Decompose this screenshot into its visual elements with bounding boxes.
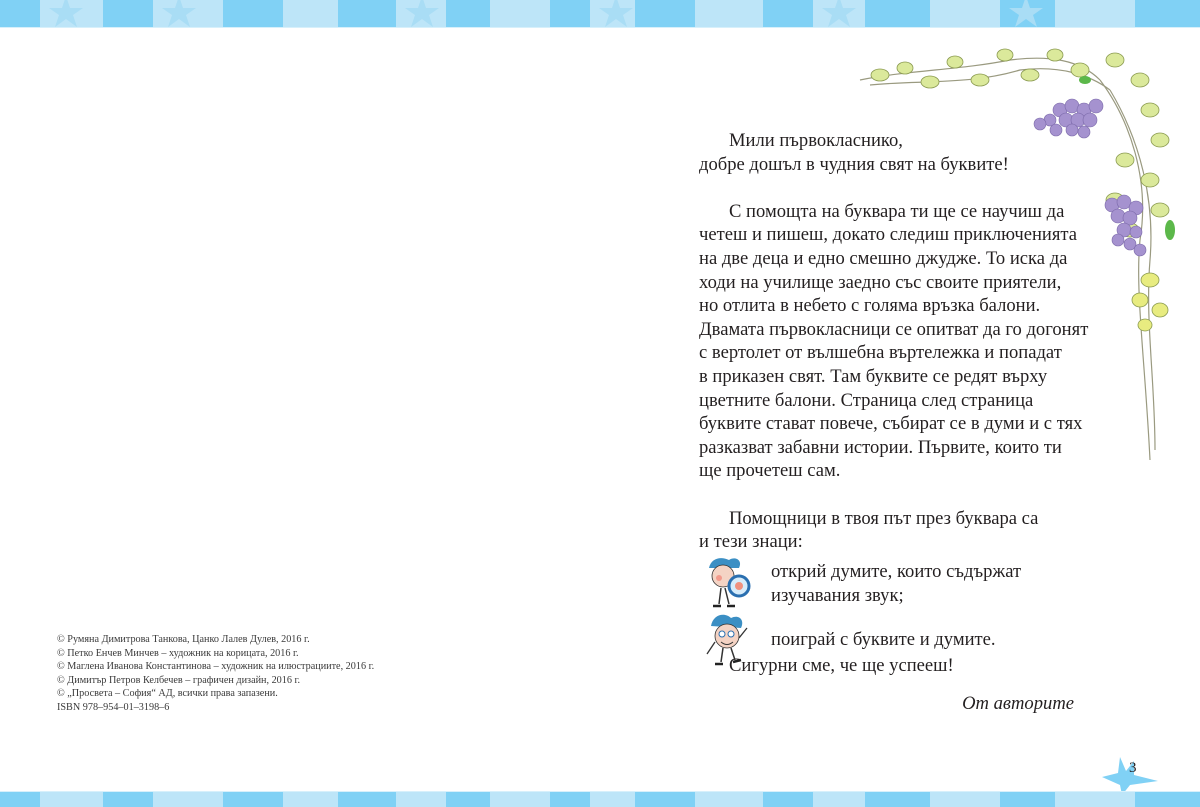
intro-line: ходи на училище заедно със своите приятели, [699, 271, 1062, 293]
intro-line: на две деца и едно смешно джудже. То иска да [699, 247, 1068, 269]
credit-line: © Румяна Димитрова Танкова, Цанко Лалев Дулев, 2016 г. [57, 634, 310, 645]
intro-line: цветните балони. Страница след страница [699, 389, 1034, 411]
star-icon [1006, 0, 1046, 28]
star-icon [46, 0, 86, 28]
copyright-credits [57, 633, 374, 701]
page-number: 3 [1129, 760, 1137, 776]
closing-line: Сигурни сме, че ще успееш! [729, 655, 954, 676]
intro-line: буквите стават повече, събират се в думи и с тях [699, 413, 1083, 435]
signature: От авторите [962, 693, 1074, 714]
credit-line: © Димитър Петров Келбечев – графичен дизайн, 2016 г. [57, 674, 301, 686]
intro-line: разказват забавни истории. Първите, които ти [699, 436, 1062, 458]
helper-text-line: изучавания звук; [771, 584, 904, 606]
greeting-line-1: Мили първокласнико, [729, 130, 903, 151]
intro-line: ще прочетеш сам. [699, 460, 841, 482]
greeting-line-2: добре дошъл в чудния свят на буквите! [699, 153, 1009, 175]
isbn: ISBN 978–954–01–3198–6 [57, 702, 170, 713]
intro-line: но отлита в небето с голяма връзка балони. [699, 295, 1041, 317]
helpers-intro-line-2: и тези знаци: [699, 531, 803, 553]
star-icon [159, 0, 199, 28]
helpers-intro-line-1: Помощници в твоя път през буквара са [729, 507, 1039, 529]
bottom-decorative-border [0, 791, 1200, 807]
helper-text-line: открий думите, които съдържат [771, 561, 1022, 583]
helper-text-line: поиграй с буквите и думите. [771, 628, 996, 650]
credit-line: © Маглена Иванова Константинова – художник на илюстрациите, 2016 г. [57, 661, 375, 672]
intro-line: с вертолет от вълшебна въртележка и попадат [699, 342, 1062, 364]
intro-line: четеш и пишеш, докато следиш приключенията [699, 224, 1078, 246]
credit-line: © „Просвета – София“ АД, всички права запазени. [57, 688, 278, 699]
star-icon [596, 0, 636, 28]
star-icon [402, 0, 442, 28]
intro-line: С помощта на буквара ти ще се научиш да [729, 200, 1065, 222]
top-decorative-border [0, 0, 1200, 28]
credit-line: © Петко Енчев Минчев – художник на корицата, 2016 г. [57, 647, 299, 659]
welcome-letter [699, 129, 1099, 668]
helper-sign-find-words [699, 556, 1099, 612]
magnifier-gnome-icon [699, 556, 759, 612]
intro-line: Двамата първокласници се опитват да го догонят [699, 318, 1089, 340]
star-icon [819, 0, 859, 28]
intro-line: в приказен свят. Там буквите се редят върху [699, 365, 1048, 387]
